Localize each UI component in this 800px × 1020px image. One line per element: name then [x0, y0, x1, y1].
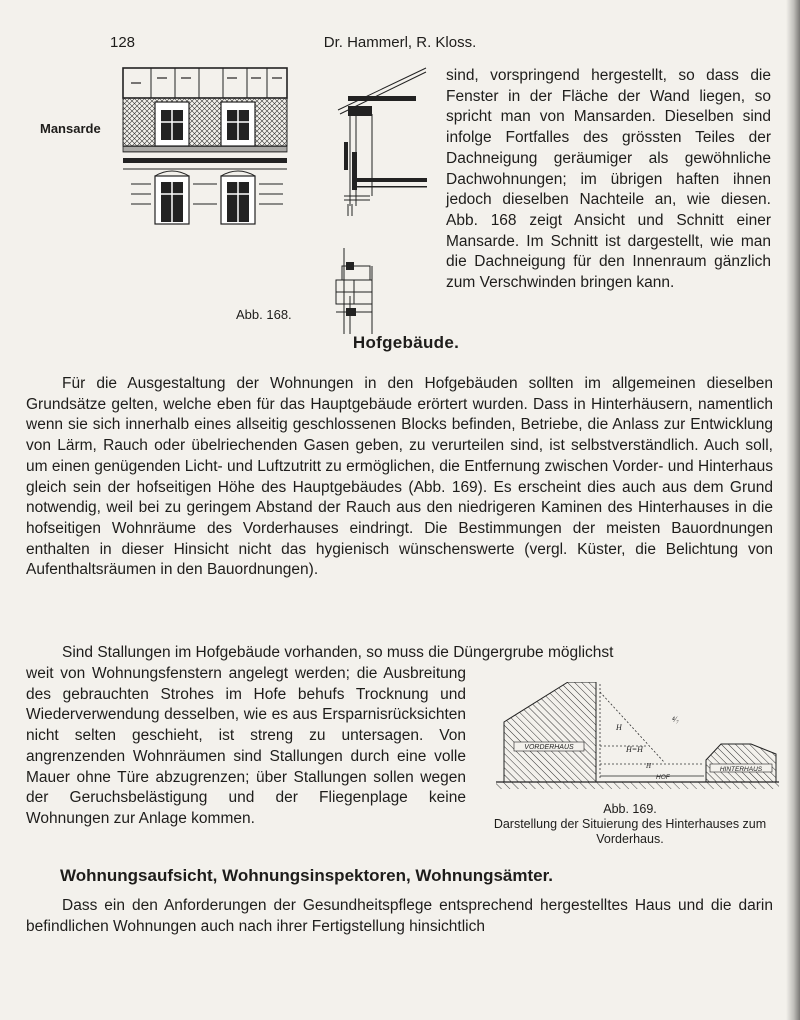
hofgebaeude-paragraph-2: weit von Wohnungsfenstern angelegt werden; die Ausbreitung des gebrauchten Strohes im Hofe behufs Trocknung und Wiederverwendung desselben, wie es aus Ersparnisrücksichten nicht selten geschieht, ist streng zu untersagen. Von angrenzenden Wohnräumen sind Stallungen durch eine volle Mauer ohne Türe abzugrenzen; über Stallungen sollen wegen der Geruchsbelästigung und der Fliegenplage keine Wohnungen zur Anlage kommen. [26, 665, 466, 827]
figure-169-caption [460, 802, 800, 847]
slope-label: ⁴⁄₇ [672, 715, 679, 724]
mansard-section-drawing [334, 66, 429, 336]
figure-168-caption: Abb. 168. [236, 307, 292, 322]
ratio-label: H=H [626, 745, 643, 754]
figure-169-text: Darstellung der Situierung des Hinterhauses zum Vorderhaus. [493, 817, 767, 846]
hinterhaus-label: HINTERHAUS [719, 766, 763, 773]
section-heading-hofgebaeude: Hofgebäude. [352, 333, 460, 352]
figure-169-site-diagram [496, 682, 779, 789]
hofgebaeude-paragraph-2-first-line: Sind Stallungen im Hofgebäude vorhanden, so muss die Düngergrube möglichst [62, 644, 614, 661]
height-label: H [616, 723, 622, 732]
mansard-elevation-drawing [117, 66, 291, 271]
figure-169-number: Abb. 169. [603, 802, 657, 816]
wohnungsaufsicht-paragraph: Dass ein den Anforderungen der Gesundheitspflege entsprechend hergestelltes Haus und die darin befindlichen Wohnungen auch nach ihrer Fertigstellung hinsichtlich [26, 897, 773, 935]
vorderhaus-label: VORDERHAUS [524, 744, 574, 751]
page-number: 128 [110, 34, 136, 51]
hofgebaeude-paragraph-1: Für die Ausgestaltung der Wohnungen in den Hofgebäuden sollten im allgemeinen dieselben Grundsätze gelten, welche eben für das Hauptgebäude erörtert wurden. Dass in Hinterhäusern, namentlich wenn sie sich innerhalb eines allseitig geschlossenen Blocks befinden, Betriebe, die Anlass zur Entwicklung von Lärm, Rauch oder übelriechenden Gasen geben, zu verurteilen sind, ist selbstverständlich. Auch soll, um einen genügenden Licht- und Luftzutritt zu ermöglichen, die Entfernung zwischen Vorder- und Hinterhaus gleich sein der hofseitigen Höhe des Hauptgebäudes (Abb. 169). Es erscheint dies auch aus dem Grund notwendig, weil bei zu geringem Abstand der Rauch aus den niedrigeren Kaminen des Hinterhauses in die hofseitigen Wohnräume des Vorderhauses eindringt. Die Bestimmungen der meisten Bauordnungen enthalten in dieser Hinsicht nicht das hygienisch wünschenswerte (vergl. Küster, die Belichtung von Aufenthaltsräumen in den Bauordnungen). [26, 375, 773, 579]
scan-edge-shadow [786, 0, 800, 1020]
section-heading-wohnungsaufsicht: Wohnungsaufsicht, Wohnungsinspektoren, Wohnungsämter. [60, 866, 554, 885]
intro-paragraph: sind, vorspringend hergestellt, so dass die Fenster in der Fläche der Wand liegen, so spricht man von Mansarden. Dieselben sind infolge Fortfalles des grössten Teiles der Dachneigung geräumiger als gewöhnliche Dachwohnungen; im übrigen haften ihnen jedoch dieselben Nachteile an, wie diesen. Abb. 168 zeigt Ansicht und Schnitt einer Mansarde. Im Schnitt ist dargestellt, wie man die Dachneigung für den Innenraum gänzlich zum Verschwinden bringen kann. [446, 67, 771, 292]
margin-label: Mansarde [40, 121, 101, 136]
running-head: Dr. Hammerl, R. Kloss. [323, 34, 477, 51]
distance-label: H [646, 762, 652, 770]
hof-label: HOF [656, 774, 670, 781]
